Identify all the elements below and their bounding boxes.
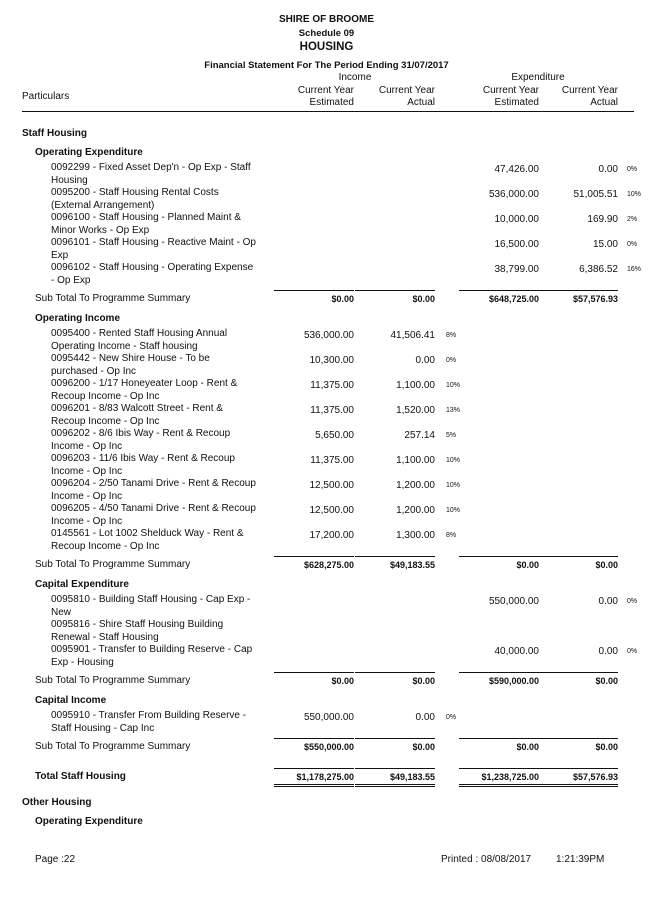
line-item-actual: 0.00 bbox=[598, 596, 618, 607]
subtotal-label: Sub Total To Programme Summary bbox=[35, 293, 191, 304]
line-item-estimated: 16,500.00 bbox=[494, 239, 539, 250]
line-item-description: 0095400 - Rented Staff Housing Annual Operating Income - Staff housing bbox=[51, 328, 228, 352]
subtotal-cap-inc-inc-act: $0.00 bbox=[412, 742, 435, 752]
line-item-description: 0095901 - Transfer to Building Reserve - Cap Exp - Housing bbox=[51, 644, 253, 668]
subtotal-cap-inc-inc-est: $550,000.00 bbox=[303, 742, 354, 752]
line-item-actual: 0.00 bbox=[415, 355, 435, 366]
group-capital-income: Capital Income bbox=[35, 695, 107, 706]
line-item-description: 0095910 - Transfer From Building Reserve - Staff Housing - Cap Inc bbox=[51, 710, 247, 734]
line-item-estimated: 10,000.00 bbox=[494, 214, 539, 225]
subtotal-op-inc-inc-act: $49,183.55 bbox=[389, 560, 435, 570]
printed-date: Printed : 08/08/2017 bbox=[441, 854, 532, 865]
line-item-actual: 41,506.41 bbox=[390, 330, 435, 341]
line-item-estimated: 550,000.00 bbox=[303, 712, 354, 723]
line-item-estimated: 10,300.00 bbox=[309, 355, 354, 366]
line-item-percent: 8% bbox=[446, 332, 457, 339]
line-item-description: 0096102 - Staff Housing - Operating Expense - Op Exp bbox=[51, 262, 254, 286]
subtotal-cap-inc-exp-act: $0.00 bbox=[595, 742, 618, 752]
line-item-actual: 6,386.52 bbox=[579, 264, 618, 275]
line-item-percent: 10% bbox=[446, 507, 461, 514]
subtotal-cap-inc-exp-est: $0.00 bbox=[516, 742, 539, 752]
expenditure-estimated-header-2: Estimated bbox=[494, 97, 539, 108]
line-item-percent: 0% bbox=[446, 357, 457, 364]
subtotal-label: Sub Total To Programme Summary bbox=[35, 675, 191, 686]
line-item-description: 0096201 - 8/83 Walcott Street - Rent & Recoup Income - Op Inc bbox=[51, 403, 223, 427]
line-item-description: 0095200 - Staff Housing Rental Costs (External Arrangement) bbox=[51, 187, 219, 211]
line-item-actual: 51,005.51 bbox=[573, 189, 618, 200]
income-actual-header-1: Current Year bbox=[378, 85, 435, 96]
line-item-estimated: 12,500.00 bbox=[309, 505, 354, 516]
group-capital-expenditure: Capital Expenditure bbox=[35, 579, 129, 590]
line-item-description: 0096100 - Staff Housing - Planned Maint & Minor Works - Op Exp bbox=[51, 212, 241, 236]
line-item-description: 0092299 - Fixed Asset Dep'n - Op Exp - Staff Housing bbox=[51, 162, 251, 186]
line-item-actual: 0.00 bbox=[598, 646, 618, 657]
line-item-percent: 0% bbox=[446, 714, 457, 721]
total-inc-est: $1,178,275.00 bbox=[296, 772, 354, 782]
line-item-percent: 13% bbox=[446, 407, 461, 414]
subtotal-cap-exp-exp-est: $590,000.00 bbox=[488, 676, 539, 686]
line-item-description: 0096200 - 1/17 Honeyeater Loop - Rent & Recoup Income - Op Inc bbox=[51, 378, 238, 402]
line-item-estimated: 11,375.00 bbox=[310, 455, 354, 466]
line-item-percent: 10% bbox=[627, 191, 642, 198]
org-name: SHIRE OF BROOME bbox=[278, 14, 374, 25]
line-item-actual: 1,100.00 bbox=[396, 380, 435, 391]
group-operating-expenditure: Operating Expenditure bbox=[35, 147, 143, 158]
subtotal-cap-exp-inc-est: $0.00 bbox=[331, 676, 354, 686]
line-item-actual: 169.90 bbox=[587, 214, 618, 225]
total-staff-housing-label: Total Staff Housing bbox=[35, 771, 126, 782]
subtotal-op-exp-inc-act: $0.00 bbox=[412, 294, 435, 304]
line-item-estimated: 40,000.00 bbox=[494, 646, 539, 657]
income-header: Income bbox=[338, 72, 372, 83]
total-exp-est: $1,238,725.00 bbox=[481, 772, 539, 782]
line-item-estimated: 11,375.00 bbox=[310, 405, 354, 416]
expenditure-estimated-header-1: Current Year bbox=[482, 85, 539, 96]
line-item-estimated: 536,000.00 bbox=[303, 330, 354, 341]
subtotal-label: Sub Total To Programme Summary bbox=[35, 741, 191, 752]
line-item-description: 0095810 - Building Staff Housing - Cap Exp - New bbox=[51, 594, 251, 618]
line-item-percent: 10% bbox=[446, 382, 461, 389]
line-item-description: 0096202 - 8/6 Ibis Way - Rent & Recoup Income - Op Inc bbox=[51, 428, 231, 452]
line-item-estimated: 11,375.00 bbox=[310, 380, 354, 391]
statement-subtitle: Financial Statement For The Period Ending 31/07/2017 bbox=[204, 60, 449, 71]
line-item-percent: 0% bbox=[627, 648, 638, 655]
line-item-estimated: 38,799.00 bbox=[494, 264, 539, 275]
income-actual-header-2: Actual bbox=[407, 97, 435, 108]
expenditure-actual-header-2: Actual bbox=[590, 97, 618, 108]
line-item-description: 0096101 - Staff Housing - Reactive Maint - Op Exp bbox=[51, 237, 256, 261]
line-item-actual: 0.00 bbox=[415, 712, 435, 723]
line-item-description: 0095816 - Shire Staff Housing Building Renewal - Staff Housing bbox=[51, 619, 224, 643]
line-item-actual: 1,300.00 bbox=[396, 530, 435, 541]
line-item-actual: 1,100.00 bbox=[396, 455, 435, 466]
subtotal-op-exp-exp-act: $57,576.93 bbox=[572, 294, 618, 304]
header-rule bbox=[22, 111, 634, 112]
line-item-percent: 0% bbox=[627, 166, 638, 173]
line-item-actual: 1,520.00 bbox=[396, 405, 435, 416]
line-item-estimated: 5,650.00 bbox=[315, 430, 354, 441]
section-staff-housing: Staff Housing bbox=[22, 128, 87, 139]
line-item-percent: 2% bbox=[627, 216, 638, 223]
subtotal-op-inc-exp-act: $0.00 bbox=[595, 560, 618, 570]
expenditure-header: Expenditure bbox=[511, 72, 565, 83]
line-item-actual: 257.14 bbox=[404, 430, 435, 441]
schedule-number: Schedule 09 bbox=[298, 28, 355, 39]
line-item-percent: 16% bbox=[627, 266, 642, 273]
page-number: Page :22 bbox=[35, 854, 76, 865]
line-item-percent: 0% bbox=[627, 241, 638, 248]
section-other-housing: Other Housing bbox=[22, 797, 92, 808]
line-item-actual: 15.00 bbox=[592, 239, 618, 250]
income-estimated-header-2: Estimated bbox=[309, 97, 354, 108]
line-item-percent: 8% bbox=[446, 532, 457, 539]
line-item-actual: 1,200.00 bbox=[396, 505, 435, 516]
line-item-estimated: 550,000.00 bbox=[488, 596, 539, 607]
subtotal-op-exp-inc-est: $0.00 bbox=[331, 294, 354, 304]
line-item-description: 0096203 - 11/6 Ibis Way - Rent & Recoup Income - Op Inc bbox=[51, 453, 235, 477]
line-item-estimated: 536,000.00 bbox=[488, 189, 539, 200]
line-item-description: 0096205 - 4/50 Tanami Drive - Rent & Recoup Income - Op Inc bbox=[51, 503, 256, 527]
line-item-percent: 10% bbox=[446, 457, 461, 464]
line-item-percent: 10% bbox=[446, 482, 461, 489]
subtotal-cap-exp-inc-act: $0.00 bbox=[412, 676, 435, 686]
group-operating-income: Operating Income bbox=[35, 313, 121, 324]
subtotal-op-inc-exp-est: $0.00 bbox=[516, 560, 539, 570]
subtotal-label: Sub Total To Programme Summary bbox=[35, 559, 191, 570]
line-item-actual: 1,200.00 bbox=[396, 480, 435, 491]
printed-time: 1:21:39PM bbox=[556, 854, 605, 865]
subtotal-op-exp-exp-est: $648,725.00 bbox=[488, 294, 539, 304]
line-item-estimated: 47,426.00 bbox=[494, 164, 539, 175]
subtotal-cap-exp-exp-act: $0.00 bbox=[595, 676, 618, 686]
line-item-estimated: 12,500.00 bbox=[309, 480, 354, 491]
line-item-description: 0095442 - New Shire House - To be purchased - Op Inc bbox=[51, 353, 210, 377]
line-item-description: 0145561 - Lot 1002 Shelduck Way - Rent & Recoup Income - Op Inc bbox=[51, 528, 244, 552]
line-item-percent: 5% bbox=[446, 432, 457, 439]
page-title: HOUSING bbox=[299, 41, 354, 53]
income-estimated-header-1: Current Year bbox=[297, 85, 354, 96]
line-item-description: 0096204 - 2/50 Tanami Drive - Rent & Recoup Income - Op Inc bbox=[51, 478, 256, 502]
particulars-header: Particulars bbox=[22, 91, 70, 102]
group-other-operating-expenditure: Operating Expenditure bbox=[35, 816, 143, 827]
line-item-estimated: 17,200.00 bbox=[309, 530, 354, 541]
line-item-percent: 0% bbox=[627, 598, 638, 605]
total-exp-act: $57,576.93 bbox=[572, 772, 618, 782]
subtotal-op-inc-inc-est: $628,275.00 bbox=[303, 560, 354, 570]
line-item-actual: 0.00 bbox=[598, 164, 618, 175]
total-inc-act: $49,183.55 bbox=[389, 772, 435, 782]
expenditure-actual-header-1: Current Year bbox=[561, 85, 618, 96]
